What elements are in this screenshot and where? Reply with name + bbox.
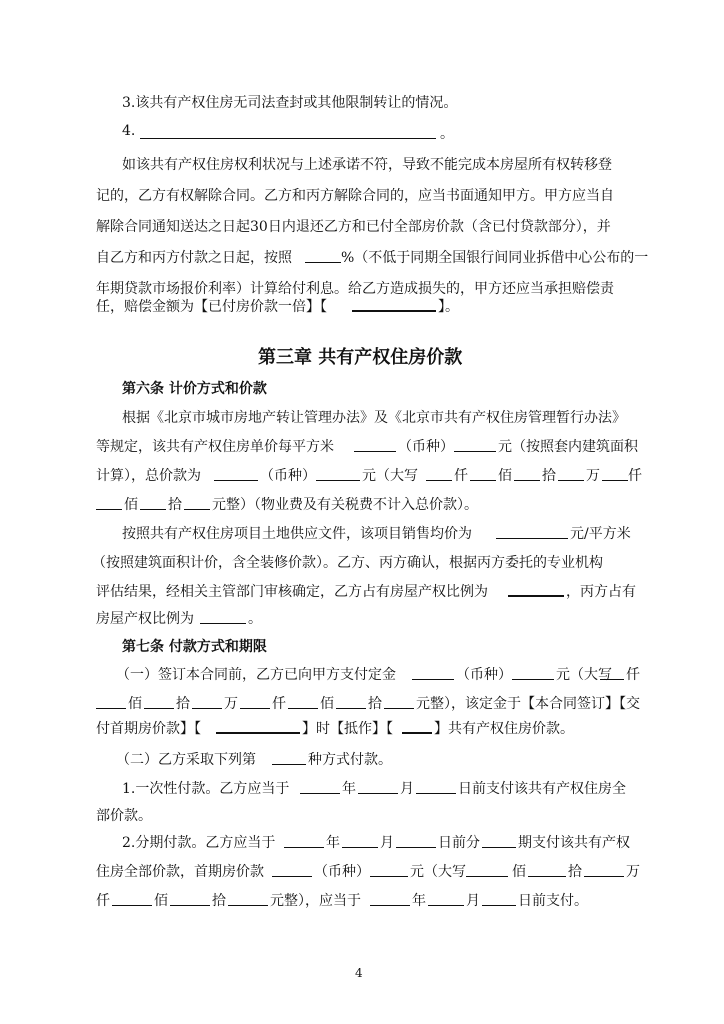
text-line: 期支付该共有产权 [518,835,630,851]
text-line: 自乙方和丙方付款之日起，按照 [96,250,292,266]
month-blank[interactable] [342,847,378,848]
text-line: 元/平方米 [570,526,631,542]
text-line: 元（按照套内建筑面积 [498,439,638,455]
text-line: 3.该共有产权住房无司法查封或其他限制转让的情况。 [122,95,458,111]
text-line: 任，赔偿金额为【已付房价款一倍】【 [96,299,327,315]
amount-blank[interactable] [466,876,508,877]
text-line: 仟 [454,468,468,484]
month-blank[interactable] [428,905,464,906]
article-6-heading: 第六条 计价方式和价款 [122,381,267,397]
year-blank[interactable] [284,847,324,848]
amount-blank[interactable] [96,509,122,510]
text-line: 。 [440,126,454,142]
day-blank[interactable] [482,905,516,906]
amount-blank[interactable] [144,708,174,709]
month-blank[interactable] [358,793,398,794]
text-line: 住房全部价款，首期房价款 [96,864,264,880]
text-line: 佰 [128,696,142,712]
text-line: 佰 [154,893,168,909]
currency-blank[interactable] [316,480,360,481]
text-line: 日前支付该共有产权住房全 [458,781,626,797]
total-price-blank[interactable] [214,480,258,481]
ownership-ratio-b-blank[interactable] [508,595,564,597]
text-line: 元（大写 [362,468,418,484]
text-line: 】时【抵作】【 [302,721,393,737]
text-line: （按照建筑面积计价，含全装修价款）。乙方、丙方确认，根据丙方委托的专业机构 [92,555,603,571]
year-blank[interactable] [300,793,340,794]
day-blank[interactable] [416,793,456,794]
blank-field[interactable] [140,138,436,139]
text-line: 】。 [438,299,459,315]
amount-blank[interactable] [514,480,540,481]
text-line: 根据《北京市城市房地产转让管理办法》及《北京市共有产权住房管理暂行办法》 [122,410,626,426]
amount-blank[interactable] [528,876,566,877]
text-line: 万 [224,696,238,712]
amount-blank[interactable] [584,876,624,877]
text-line: 仟 [626,667,640,683]
interest-rate-blank[interactable] [305,262,341,263]
text-line: 日前分 [438,835,480,851]
amount-blank[interactable] [96,708,126,709]
amount-blank[interactable] [184,509,210,510]
text-line: 佰 [512,864,526,880]
article-7-heading: 第七条 付款方式和期限 [122,639,267,655]
text-line: 仟 [272,696,286,712]
unit-price-blank[interactable] [354,451,396,452]
text-line: （币种） [398,439,454,455]
compensation-blank[interactable] [352,310,436,312]
text-line: 年 [342,781,356,797]
amount-blank[interactable] [228,905,268,906]
text-line: 2.分期付款。乙方应当于 [122,835,276,851]
installment-count-blank[interactable] [482,847,516,848]
text-line: 解除合同通知送达之日起30日内退还乙方和已付全部房价款（含已付贷款部分），并 [96,219,611,235]
text-line: 万 [626,864,640,880]
text-line: （一）签订本合同前，乙方已向甲方支付定金 [116,667,396,683]
text-line: 拾 [368,696,382,712]
text-line: 按照共有产权住房项目土地供应文件，该项目销售均价为 [122,526,472,542]
text-line: 月 [400,781,414,797]
amount-blank[interactable] [384,708,414,709]
amount-blank[interactable] [170,905,210,906]
text-line: 月 [466,893,480,909]
text-line: 拾 [168,497,182,513]
text-line: 日前支付。 [518,893,588,909]
amount-blank[interactable] [470,480,496,481]
text-line: （币种） [314,864,370,880]
amount-blank[interactable] [112,905,152,906]
text-line: 月 [380,835,394,851]
text-line: 元整），应当于 [270,893,361,909]
text-line: 计算），总价款为 [96,468,201,484]
text-line: 如该共有产权住房权利状况与上述承诺不符，导致不能完成本房屋所有权转移登 [122,157,612,173]
text-line: （二）乙方采取下列第 [116,752,256,768]
text-line: 佰 [320,696,334,712]
amount-blank[interactable] [288,708,318,709]
amount-blank[interactable] [240,708,270,709]
amount-blank[interactable] [602,480,628,481]
text-line: 记的，乙方有权解除合同。乙方和丙方解除合同的，应当书面通知甲方。甲方应当自 [96,188,614,204]
amount-blank[interactable] [558,480,584,481]
first-payment-amount-blank[interactable] [370,876,408,877]
text-line: 部价款。 [96,808,152,824]
text-line: 种方式付款。 [308,752,392,768]
text-line: 佰 [124,497,138,513]
currency-blank[interactable] [454,451,496,452]
page-number: 4 [355,966,363,980]
text-line: 4. [122,123,136,139]
text-line: 】共有产权住房价款。 [434,721,574,737]
text-line: 房屋产权比例为 [96,611,194,627]
text-line: 年 [326,835,340,851]
text-line: %（不低于同期全国银行间同业拆借中心公布的一 [341,250,649,266]
text-line: 仟 [628,468,642,484]
text-line: 评估结果，经相关主管部门审核确定，乙方占有房屋产权比例为 [96,584,488,600]
text-line: 。 [248,611,262,627]
text-line: 元（大写 [410,864,466,880]
text-line: 等规定，该共有产权住房单价每平方米 [96,439,334,455]
text-line: 拾 [176,696,190,712]
text-line: （币种） [456,667,512,683]
year-blank[interactable] [370,905,410,906]
text-line: 拾 [568,864,582,880]
text-line: 拾 [212,893,226,909]
amount-blank[interactable] [192,708,222,709]
amount-blank[interactable] [426,480,452,481]
text-line: ，丙方占有 [566,584,636,600]
text-line: 元整）（物业费及有关税费不计入总价款）。 [212,497,478,513]
text-line: 拾 [542,468,556,484]
amount-blank[interactable] [140,509,166,510]
text-line: 万 [586,468,600,484]
text-line: 元（大写 [556,667,612,683]
day-blank[interactable] [396,847,436,848]
chapter-title: 第三章 共有产权住房价款 [258,347,463,368]
amount-blank[interactable] [336,708,366,709]
deposit-blank[interactable] [412,679,454,680]
payment-method-blank[interactable] [272,764,306,765]
deposit-amount-blank[interactable] [512,679,554,680]
deposit-use-blank[interactable] [402,732,432,734]
text-line: 佰 [498,468,512,484]
ownership-ratio-c-blank[interactable] [200,623,246,624]
text-line: 仟 [96,893,110,909]
first-payment-blank[interactable] [272,876,312,877]
text-line: 年期贷款市场报价利率）计算给付利息。给乙方造成损失的，甲方还应当承担赔偿责 [96,281,614,297]
text-line: 元整），该定金于【本合同签订】【交 [416,696,640,712]
text-line: （币种） [260,468,316,484]
amount-blank[interactable] [600,679,624,680]
text-line: 年 [412,893,426,909]
text-line: 付首期房价款】【 [96,721,201,737]
text-line: 1.一次性付款。乙方应当于 [122,781,290,797]
deposit-event-blank[interactable] [216,732,300,734]
avg-price-blank[interactable] [496,538,568,539]
